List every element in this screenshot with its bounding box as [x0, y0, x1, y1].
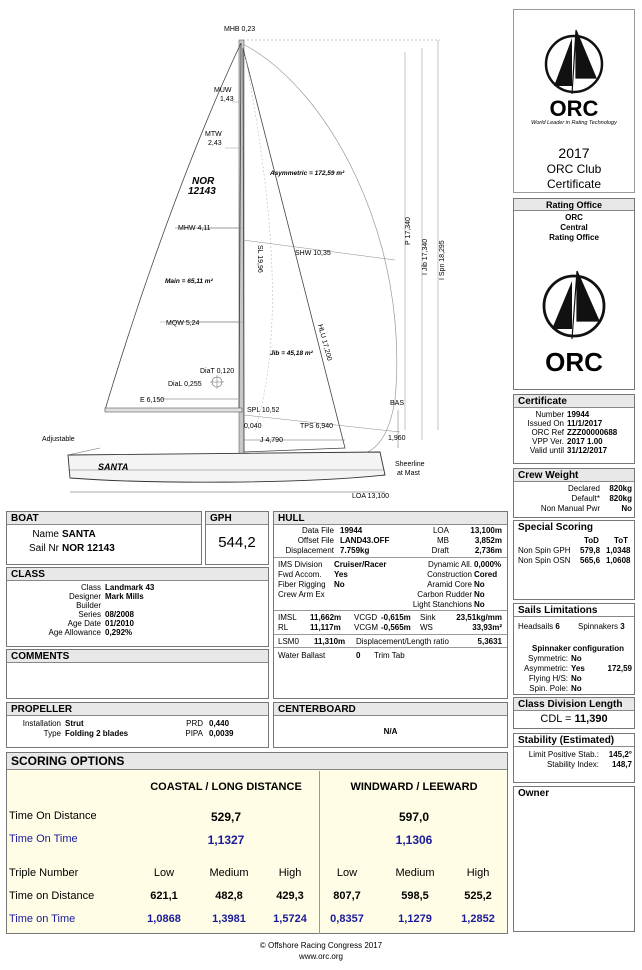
drawing-sail-nr: NOR [192, 176, 215, 187]
certificate-rows [514, 410, 636, 455]
sl-label: SL 19,96 [256, 245, 263, 273]
triple-label: Triple Number [9, 867, 79, 879]
prop-install-label: Installation [22, 719, 61, 728]
tod2-value: 525,2 [464, 890, 492, 902]
shw-label: SHW 10,35 [295, 250, 331, 257]
class-row: Series 08/2008 [78, 610, 134, 619]
tot2-value: 1,2852 [461, 913, 495, 925]
spin-row: Flying H/S: No [528, 674, 582, 683]
stab-row: Stability Index: 148,7 [546, 760, 632, 769]
loa-label: LOA 13,100 [352, 493, 389, 500]
tot2-value: 1,0868 [147, 913, 181, 925]
diat-label: DiaT 0,120 [200, 368, 235, 375]
headsails-row: Headsails 6 [518, 622, 560, 631]
dial-label: DiaL 0,255 [168, 381, 202, 388]
spin-row: Symmetric: No [528, 654, 582, 663]
muw-label: MUW [214, 87, 232, 94]
hull-row: RL 11,117m VCGM -0,565m WS 33,93m² [278, 623, 502, 632]
special-row: Non Spin OSN 565,6 1,0608 [518, 556, 631, 565]
tod-coastal: 529,7 [210, 810, 242, 824]
scoring-col1-header: COASTAL / LONG DISTANCE [150, 781, 302, 793]
mhb-label: MHB 0,23 [224, 26, 256, 33]
class-row: Builder [76, 601, 101, 610]
jib-area-label: Jib = 45,18 m² [270, 350, 313, 357]
spin-row: Spin. Pole: No [529, 684, 582, 693]
tot2-value: 0,8357 [330, 913, 364, 925]
j-small-value: 0,040 [244, 423, 262, 430]
gph-value: 544,2 [218, 534, 256, 551]
class-title: CLASS [7, 568, 268, 581]
footer-copyright: © Offshore Racing Congress 2017 [259, 941, 383, 950]
rating-office-lines [514, 213, 634, 243]
triple-med-wl: Medium [395, 867, 435, 879]
muw-value: 1,43 [220, 96, 234, 103]
prop-pipa-label: PIPA [185, 729, 203, 738]
tot2-label: Time on Time [9, 913, 76, 925]
gph-title: GPH [206, 512, 268, 525]
boat-title: BOAT [7, 512, 201, 525]
at-mast-label: at Mast [397, 470, 420, 477]
tod-label: Time On Distance [9, 810, 97, 822]
crew-row: Declared 820kg [567, 484, 632, 493]
triple-med-cl: Medium [209, 867, 249, 879]
owner-title: Owner [514, 787, 634, 800]
stability-box [513, 733, 635, 783]
hlu-label: HLU 17,200 [316, 323, 333, 362]
cdl-box [513, 697, 635, 729]
sheerline-label: Sheerline [395, 461, 425, 468]
spl-label: SPL 10,52 [247, 407, 280, 414]
mqw-label: MQW 5,24 [166, 320, 200, 327]
cdl-row: CDL = 11,390 [540, 713, 608, 725]
special-tot-header: ToT [614, 536, 629, 545]
prop-pipa-value: 0,0039 [209, 729, 234, 738]
triple-high-cl: High [278, 867, 302, 879]
hull-row: Light Stanchions No [412, 600, 485, 609]
centerboard-title: CENTERBOARD [274, 703, 507, 716]
prop-type-value: Folding 2 blades [65, 729, 129, 738]
crew-row: Non Manual Pwr No [540, 504, 632, 513]
tod2-value: 621,1 [150, 890, 178, 902]
ispn-label: I Spn 18,295 [439, 240, 446, 280]
tod2-value: 598,5 [401, 890, 429, 902]
boat-sail-value: NOR 12143 [62, 543, 115, 554]
rating-office-line: Central [560, 223, 588, 232]
class-box [6, 567, 269, 647]
tod-wl: 597,0 [398, 810, 430, 824]
scoring-title: SCORING OPTIONS [7, 753, 507, 770]
class-row: Class Landmark 43 [80, 583, 155, 592]
triple-low-wl: Low [336, 867, 358, 879]
class-row: Age Allowance 0,292% [48, 628, 133, 637]
special-scoring-box [513, 520, 635, 600]
centerboard-box [273, 702, 508, 748]
stability-title: Stability (Estimated) [514, 734, 634, 747]
mhw-label: MHW 4,11 [178, 225, 211, 232]
owner-box [513, 786, 635, 932]
mtw-value: 2,43 [208, 140, 222, 147]
boat-box [6, 511, 202, 565]
rating-office-title: Rating Office [514, 199, 634, 211]
ij-label: I Jib 17,340 [422, 238, 429, 275]
crew-weight-box [513, 468, 635, 518]
tot-wl: 1,1306 [395, 833, 433, 847]
hull-row: Offset File LAND43.OFF MB 3,852m [297, 536, 502, 545]
orc-logo-box [513, 9, 635, 193]
certificate-box [513, 394, 635, 464]
certificate-row: Number 19944 [535, 410, 590, 419]
hull-row: Fiber Rigging No Aramid Core No [278, 580, 485, 589]
adjustable-label: Adjustable [42, 436, 75, 443]
p-label: P 17,340 [405, 217, 412, 245]
centerboard-value: N/A [383, 727, 398, 736]
hull-box [273, 511, 508, 699]
rating-office-line: ORC [565, 213, 583, 222]
prop-install-value: Strut [65, 719, 84, 728]
crew-row: Default* 820kg [571, 494, 632, 503]
tot-label: Time On Time [9, 833, 78, 845]
tot2-value: 1,1279 [398, 913, 432, 925]
rating-office-line: Rating Office [549, 233, 599, 242]
bas-label: BAS [390, 400, 405, 407]
scoring-col2-header: WINDWARD / LEEWARD [350, 781, 478, 793]
rating-office-box [513, 198, 635, 390]
drawing-sail-nr2: 12143 [188, 186, 216, 197]
hull-row: Data File 19944 LOA 13,100m [301, 526, 502, 535]
drawing-boat-name: SANTA [98, 462, 129, 472]
tot2-value: 1,3981 [212, 913, 246, 925]
boat-name-value: SANTA [62, 529, 96, 540]
cert-line2: Certificate [546, 177, 602, 191]
cert-line1: ORC Club [546, 162, 602, 176]
sail-plan-drawing [0, 0, 510, 505]
logo-tagline: World Leader in Rating Technology [531, 120, 617, 126]
j-label: J 4,790 [260, 437, 283, 444]
sails-limitations-box [513, 603, 635, 695]
certificate-row: ORC Ref ZZZ00000688 [531, 428, 618, 437]
triple-low-cl: Low [153, 867, 175, 879]
gph-box [205, 511, 269, 565]
cdl-title: Class Division Length [514, 698, 634, 711]
class-row: Designer Mark Mills [68, 592, 144, 601]
main-area-label: Main = 65,11 m² [165, 278, 213, 285]
crew-weight-title: Crew Weight [514, 469, 634, 482]
e-label: E 6,150 [140, 397, 165, 404]
comments-title: COMMENTS [7, 650, 268, 663]
hull-row: Crew Arm Ex Carbon Rudder No [278, 590, 485, 599]
propeller-box [6, 702, 269, 748]
asym-area-label: Asymmetric = 172,59 m² [270, 170, 345, 177]
special-row: Non Spin GPH 579,8 1,0348 [518, 546, 631, 555]
hull-row: IMSL 11,662m VCGD -0,615m Sink 23,51kg/mm [278, 613, 502, 622]
stab-row: Limit Positive Stab.: 145,2° [528, 750, 632, 759]
sails-limitations-title: Sails Limitations [514, 604, 634, 617]
certificate-row: Valid until 31/12/2017 [529, 446, 608, 455]
propeller-title: PROPELLER [7, 703, 268, 716]
scoring-box [6, 752, 508, 934]
class-row: Age Date 01/2010 [67, 619, 134, 628]
spinnakers-row: Spinnakers 3 [578, 622, 625, 631]
boat-sail-label: Sail Nr [28, 543, 59, 554]
triple-high-wl: High [466, 867, 490, 879]
spin-row: Asymmetric: Yes 172,59 [524, 664, 632, 673]
tod2-value: 482,8 [215, 890, 243, 902]
mtw-label: MTW [205, 131, 222, 138]
tot2-value: 1,5724 [273, 913, 307, 925]
hull-ballast-row: Water Ballast 0 Trim Tab [278, 651, 405, 660]
scoring-divider [319, 771, 320, 934]
bas-value: 1,960 [388, 435, 406, 442]
comments-box [6, 649, 269, 699]
hull-row: Fwd Accom. Yes Construction Cored [278, 570, 498, 579]
rating-office-orc-logo-icon [514, 261, 634, 381]
tod2-value: 807,7 [333, 890, 361, 902]
prop-prd-label: PRD [186, 719, 203, 728]
sail-plan-svg [0, 0, 510, 505]
prop-prd-value: 0,440 [209, 719, 230, 728]
footer-url[interactable]: www.orc.org [298, 952, 343, 961]
cert-year: 2017 [558, 145, 590, 161]
hull-row: Displacement 7.759kg Draft 2,736m [285, 546, 502, 555]
special-scoring-title: Special Scoring [514, 521, 634, 534]
tot-coastal: 1,1327 [207, 833, 245, 847]
orc-logo-icon [514, 16, 634, 126]
logo-orc-text: ORC [549, 96, 599, 121]
spin-config-title: Spinnaker configuration [532, 644, 625, 653]
rating-logo-orc-text: ORC [545, 347, 603, 377]
tod2-value: 429,3 [276, 890, 304, 902]
tod2-label: Time on Distance [9, 890, 95, 902]
certificate-title: Certificate [514, 395, 634, 408]
hull-lsm-row: LSM0 11,310m Displacement/Length ratio 5,3631 [274, 637, 507, 648]
special-tod-header: ToD [584, 536, 599, 545]
hull-title: HULL [274, 512, 507, 525]
certificate-row: VPP Ver. 2017 1.00 [532, 437, 603, 446]
certificate-row: Issued On 11/1/2017 [527, 419, 603, 428]
prop-type-label: Type [43, 729, 61, 738]
boat-name-label: Name [32, 529, 59, 540]
tps-label: TPS 6,940 [300, 423, 334, 430]
hull-row: IMS Division Cruiser/Racer Dynamic All. 0,000% [278, 560, 502, 569]
